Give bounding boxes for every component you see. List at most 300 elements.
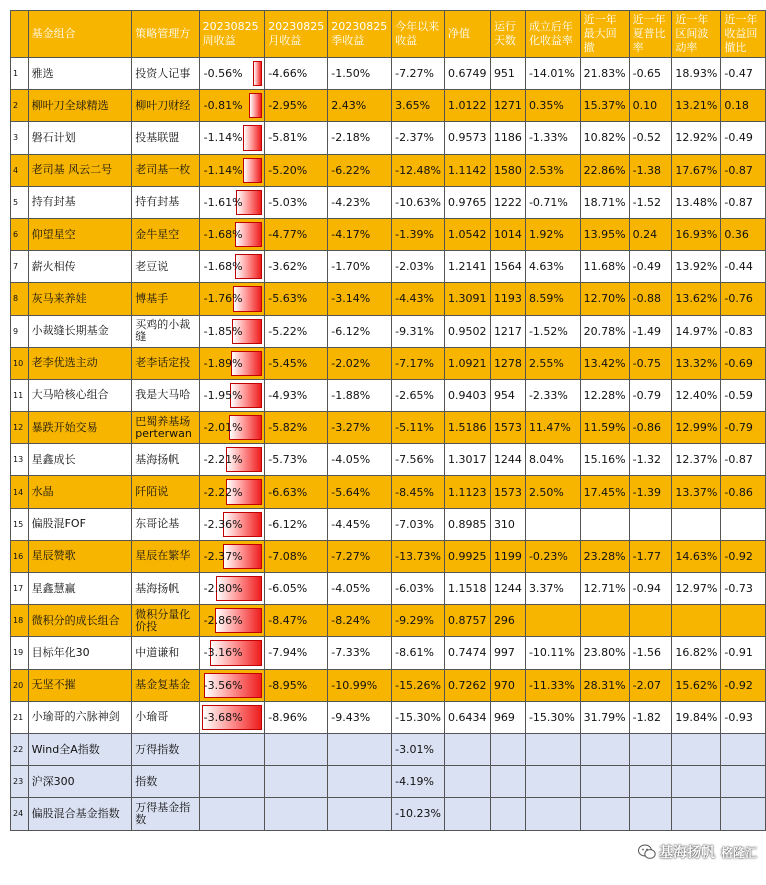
fund-name-cell: 灰马来养娃 (28, 283, 132, 315)
sharpe-ratio-cell: -1.56 (629, 637, 672, 669)
table-row (11, 701, 766, 733)
empty-cell (629, 766, 672, 798)
annualized-return-cell: -1.52% (525, 315, 580, 347)
wechat-icon (638, 843, 656, 861)
manager-cell: 投资人记事 (132, 58, 199, 90)
nav-cell: 1.3091 (445, 283, 491, 315)
quarter-return-cell: -4.05% (328, 444, 392, 476)
week-return-bar (243, 125, 262, 150)
table-row (11, 283, 766, 315)
fund-name-cell: 暴跌开始交易 (28, 412, 132, 444)
week-return-value: -3.68% (203, 710, 243, 724)
month-return-cell: -5.20% (265, 154, 328, 186)
week-return-cell (199, 122, 265, 154)
annualized-return-cell: 0.35% (525, 90, 580, 122)
index-provider-cell: 万得指数 (132, 733, 199, 765)
running-days-cell: 1199 (490, 540, 525, 572)
week-return-value: -2.37% (203, 549, 243, 563)
volatility-cell: 13.21% (672, 90, 721, 122)
table-row (11, 637, 766, 669)
return-drawdown-ratio-cell (721, 508, 766, 540)
running-days-cell: 954 (490, 379, 525, 411)
return-drawdown-ratio-cell: -0.93 (721, 701, 766, 733)
table-row (11, 605, 766, 637)
week-return-cell (199, 444, 265, 476)
nav-cell: 0.9573 (445, 122, 491, 154)
running-days-cell: 1244 (490, 573, 525, 605)
manager-cell: 星辰在繁华 (132, 540, 199, 572)
annualized-return-cell: -15.30% (525, 701, 580, 733)
index-provider-cell: 万得基金指数 (132, 798, 199, 830)
return-drawdown-ratio-cell: -0.92 (721, 540, 766, 572)
empty-cell (328, 798, 392, 830)
nav-cell: 1.1123 (445, 476, 491, 508)
return-drawdown-ratio-cell: -0.44 (721, 251, 766, 283)
rank-cell: 7 (11, 251, 29, 283)
annualized-return-cell: -11.33% (525, 669, 580, 701)
manager-cell: 老李话定投 (132, 347, 199, 379)
quarter-return-cell: -4.45% (328, 508, 392, 540)
sharpe-ratio-cell: -0.94 (629, 573, 672, 605)
nav-cell: 0.9403 (445, 379, 491, 411)
return-drawdown-ratio-cell: -0.91 (721, 637, 766, 669)
rank-cell: 6 (11, 218, 29, 250)
fund-ranking-table (10, 10, 766, 831)
rank-cell: 23 (11, 766, 29, 798)
rank-cell: 16 (11, 540, 29, 572)
header-strategy-manager: 策略管理方 (132, 11, 199, 58)
return-drawdown-ratio-cell: -0.76 (721, 283, 766, 315)
week-return-value: -1.85% (203, 324, 243, 338)
annualized-return-cell: -0.71% (525, 186, 580, 218)
table-row (11, 251, 766, 283)
month-return-cell: -8.96% (265, 701, 328, 733)
index-name-cell: 偏股混合基金指数 (28, 798, 132, 830)
annualized-return-cell (525, 605, 580, 637)
table-row (11, 186, 766, 218)
week-return-cell (199, 186, 265, 218)
header-sharpe-ratio: 近一年夏普比率 (629, 11, 672, 58)
week-return-cell (199, 379, 265, 411)
rank-cell: 12 (11, 412, 29, 444)
nav-cell: 1.0542 (445, 218, 491, 250)
rank-cell: 11 (11, 379, 29, 411)
running-days-cell: 969 (490, 701, 525, 733)
week-return-cell (199, 251, 265, 283)
fund-name-cell: 偏股混FOF (28, 508, 132, 540)
sharpe-ratio-cell: -2.07 (629, 669, 672, 701)
table-row (11, 58, 766, 90)
running-days-cell: 1186 (490, 122, 525, 154)
volatility-cell: 12.97% (672, 573, 721, 605)
fund-name-cell: 星鑫慧赢 (28, 573, 132, 605)
index-row (11, 798, 766, 830)
manager-cell: 柳叶刀财经 (132, 90, 199, 122)
volatility-cell: 13.48% (672, 186, 721, 218)
quarter-return-cell: -1.88% (328, 379, 392, 411)
header-return-drawdown-ratio: 近一年收益回撤比 (721, 11, 766, 58)
week-return-cell (199, 315, 265, 347)
month-return-cell: -8.47% (265, 605, 328, 637)
month-return-cell: -4.77% (265, 218, 328, 250)
max-drawdown-cell: 23.80% (580, 637, 629, 669)
manager-cell: 投基联盟 (132, 122, 199, 154)
empty-cell (199, 733, 265, 765)
running-days-cell: 951 (490, 58, 525, 90)
sharpe-ratio-cell: -1.38 (629, 154, 672, 186)
manager-cell: 基金复基金 (132, 669, 199, 701)
running-days-cell: 310 (490, 508, 525, 540)
manager-cell: 基海扬帆 (132, 573, 199, 605)
manager-cell: 老司基一枚 (132, 154, 199, 186)
ytd-return-cell: -4.43% (392, 283, 445, 315)
month-return-cell: -5.63% (265, 283, 328, 315)
table-row (11, 379, 766, 411)
rank-cell: 19 (11, 637, 29, 669)
month-return-cell: -5.73% (265, 444, 328, 476)
nav-cell: 0.6749 (445, 58, 491, 90)
nav-cell: 0.6434 (445, 701, 491, 733)
max-drawdown-cell: 17.45% (580, 476, 629, 508)
manager-cell: 金牛星空 (132, 218, 199, 250)
empty-cell (265, 798, 328, 830)
fund-name-cell: 薪火相传 (28, 251, 132, 283)
nav-cell: 0.7262 (445, 669, 491, 701)
return-drawdown-ratio-cell: -0.69 (721, 347, 766, 379)
annualized-return-cell: 2.55% (525, 347, 580, 379)
empty-cell (629, 733, 672, 765)
nav-cell: 0.7474 (445, 637, 491, 669)
max-drawdown-cell: 10.82% (580, 122, 629, 154)
return-drawdown-ratio-cell: 0.36 (721, 218, 766, 250)
ytd-return-cell: -7.17% (392, 347, 445, 379)
annualized-return-cell: -14.01% (525, 58, 580, 90)
empty-cell (445, 766, 491, 798)
week-return-value: -0.56% (203, 67, 243, 81)
max-drawdown-cell: 23.28% (580, 540, 629, 572)
index-row (11, 733, 766, 765)
ytd-return-cell: -8.45% (392, 476, 445, 508)
running-days-cell: 1222 (490, 186, 525, 218)
month-return-cell: -5.82% (265, 412, 328, 444)
header-row (11, 11, 766, 58)
rank-cell: 14 (11, 476, 29, 508)
annualized-return-cell: 3.37% (525, 573, 580, 605)
ytd-return-cell: -9.31% (392, 315, 445, 347)
max-drawdown-cell (580, 605, 629, 637)
index-name-cell: Wind全A指数 (28, 733, 132, 765)
rank-cell: 21 (11, 701, 29, 733)
quarter-return-cell: -6.12% (328, 315, 392, 347)
header-week-return: 20230825周收益 (199, 11, 265, 58)
rank-cell: 20 (11, 669, 29, 701)
week-return-cell (199, 283, 265, 315)
empty-cell (525, 733, 580, 765)
empty-cell (490, 733, 525, 765)
empty-cell (721, 766, 766, 798)
header-rank (11, 11, 29, 58)
nav-cell: 0.9925 (445, 540, 491, 572)
index-provider-cell: 指数 (132, 766, 199, 798)
fund-name-cell: 星辰赞歌 (28, 540, 132, 572)
annualized-return-cell: 2.53% (525, 154, 580, 186)
volatility-cell: 17.67% (672, 154, 721, 186)
quarter-return-cell: -4.17% (328, 218, 392, 250)
empty-cell (525, 798, 580, 830)
running-days-cell: 970 (490, 669, 525, 701)
ytd-return-cell: -3.01% (392, 733, 445, 765)
running-days-cell: 296 (490, 605, 525, 637)
running-days-cell: 1580 (490, 154, 525, 186)
nav-cell: 0.9765 (445, 186, 491, 218)
ytd-return-cell: -10.23% (392, 798, 445, 830)
quarter-return-cell: -6.22% (328, 154, 392, 186)
table-row (11, 444, 766, 476)
table-row (11, 412, 766, 444)
nav-cell: 0.8757 (445, 605, 491, 637)
quarter-return-cell: -3.27% (328, 412, 392, 444)
manager-cell: 东哥论基 (132, 508, 199, 540)
quarter-return-cell: -1.50% (328, 58, 392, 90)
empty-cell (328, 766, 392, 798)
watermark-main-text: 基海扬帆 (659, 845, 715, 861)
fund-name-cell: 星鑫成长 (28, 444, 132, 476)
month-return-cell: -7.08% (265, 540, 328, 572)
volatility-cell (672, 605, 721, 637)
week-return-cell (199, 347, 265, 379)
fund-name-cell: 大马哈核心组合 (28, 379, 132, 411)
week-return-cell (199, 669, 265, 701)
max-drawdown-cell: 13.42% (580, 347, 629, 379)
manager-cell: 买鸡的小裁缝 (132, 315, 199, 347)
fund-name-cell: 目标年化30 (28, 637, 132, 669)
sharpe-ratio-cell: 0.24 (629, 218, 672, 250)
rank-cell: 13 (11, 444, 29, 476)
month-return-cell: -6.12% (265, 508, 328, 540)
quarter-return-cell: -5.64% (328, 476, 392, 508)
rank-cell: 15 (11, 508, 29, 540)
volatility-cell: 14.97% (672, 315, 721, 347)
max-drawdown-cell: 31.79% (580, 701, 629, 733)
max-drawdown-cell: 12.71% (580, 573, 629, 605)
week-return-value: -1.14% (203, 131, 243, 145)
rank-cell: 24 (11, 798, 29, 830)
sharpe-ratio-cell: -0.79 (629, 379, 672, 411)
week-return-value: -3.16% (203, 646, 243, 660)
rank-cell: 9 (11, 315, 29, 347)
volatility-cell: 18.93% (672, 58, 721, 90)
week-return-cell (199, 605, 265, 637)
week-return-cell (199, 412, 265, 444)
fund-name-cell: 小裁缝长期基金 (28, 315, 132, 347)
sharpe-ratio-cell: -1.49 (629, 315, 672, 347)
sharpe-ratio-cell: -0.49 (629, 251, 672, 283)
week-return-cell (199, 90, 265, 122)
month-return-cell: -5.81% (265, 122, 328, 154)
month-return-cell: -6.05% (265, 573, 328, 605)
rank-cell: 1 (11, 58, 29, 90)
quarter-return-cell: -7.33% (328, 637, 392, 669)
return-drawdown-ratio-cell: -0.92 (721, 669, 766, 701)
running-days-cell: 1014 (490, 218, 525, 250)
return-drawdown-ratio-cell: -0.79 (721, 412, 766, 444)
sharpe-ratio-cell: -1.77 (629, 540, 672, 572)
nav-cell: 1.2141 (445, 251, 491, 283)
manager-cell: 微积分量化价投 (132, 605, 199, 637)
manager-cell: 博基手 (132, 283, 199, 315)
return-drawdown-ratio-cell: -0.73 (721, 573, 766, 605)
sharpe-ratio-cell: 0.10 (629, 90, 672, 122)
nav-cell: 0.9502 (445, 315, 491, 347)
header-quarter-return: 20230825季收益 (328, 11, 392, 58)
annualized-return-cell: 2.50% (525, 476, 580, 508)
running-days-cell: 1271 (490, 90, 525, 122)
fund-name-cell: 仰望星空 (28, 218, 132, 250)
ytd-return-cell: -9.29% (392, 605, 445, 637)
table-row (11, 508, 766, 540)
week-return-value: -2.86% (203, 614, 243, 628)
week-return-bar (243, 158, 262, 183)
max-drawdown-cell: 22.86% (580, 154, 629, 186)
table-row (11, 347, 766, 379)
manager-cell: 我是大马哈 (132, 379, 199, 411)
ytd-return-cell: -7.03% (392, 508, 445, 540)
running-days-cell: 1244 (490, 444, 525, 476)
annualized-return-cell: 1.92% (525, 218, 580, 250)
month-return-cell: -4.66% (265, 58, 328, 90)
manager-cell: 基海扬帆 (132, 444, 199, 476)
header-max-drawdown: 近一年最大回撤 (580, 11, 629, 58)
running-days-cell: 1564 (490, 251, 525, 283)
return-drawdown-ratio-cell: -0.47 (721, 58, 766, 90)
table-row (11, 540, 766, 572)
month-return-cell: -8.95% (265, 669, 328, 701)
quarter-return-cell: -10.99% (328, 669, 392, 701)
week-return-cell (199, 573, 265, 605)
quarter-return-cell: -4.23% (328, 186, 392, 218)
empty-cell (525, 766, 580, 798)
quarter-return-cell: 2.43% (328, 90, 392, 122)
week-return-cell (199, 154, 265, 186)
manager-cell: 巴蜀养基场perterwan (132, 412, 199, 444)
annualized-return-cell: -0.23% (525, 540, 580, 572)
volatility-cell: 12.99% (672, 412, 721, 444)
sharpe-ratio-cell: -1.52 (629, 186, 672, 218)
max-drawdown-cell (580, 508, 629, 540)
quarter-return-cell: -2.18% (328, 122, 392, 154)
rank-cell: 4 (11, 154, 29, 186)
volatility-cell: 12.37% (672, 444, 721, 476)
sharpe-ratio-cell: -0.86 (629, 412, 672, 444)
week-return-value: -1.89% (203, 356, 243, 370)
empty-cell (445, 733, 491, 765)
week-return-value: -2.21% (203, 453, 243, 467)
week-return-value: -2.22% (203, 485, 243, 499)
ytd-return-cell: -7.27% (392, 58, 445, 90)
table-row (11, 90, 766, 122)
volatility-cell: 13.62% (672, 283, 721, 315)
week-return-cell (199, 58, 265, 90)
month-return-cell: -6.63% (265, 476, 328, 508)
header-volatility: 近一年区间波动率 (672, 11, 721, 58)
running-days-cell: 997 (490, 637, 525, 669)
sharpe-ratio-cell: -1.32 (629, 444, 672, 476)
sharpe-ratio-cell (629, 508, 672, 540)
month-return-cell: -3.62% (265, 251, 328, 283)
week-return-value: -2.36% (203, 517, 243, 531)
ytd-return-cell: -15.26% (392, 669, 445, 701)
return-drawdown-ratio-cell: -0.87 (721, 444, 766, 476)
header-nav: 净值 (445, 11, 491, 58)
fund-name-cell: 磐石计划 (28, 122, 132, 154)
table-row (11, 669, 766, 701)
max-drawdown-cell: 20.78% (580, 315, 629, 347)
return-drawdown-ratio-cell: -0.87 (721, 154, 766, 186)
annualized-return-cell: -2.33% (525, 379, 580, 411)
running-days-cell: 1278 (490, 347, 525, 379)
ytd-return-cell: -4.19% (392, 766, 445, 798)
month-return-cell: -4.93% (265, 379, 328, 411)
quarter-return-cell: -7.27% (328, 540, 392, 572)
ytd-return-cell: -13.73% (392, 540, 445, 572)
rank-cell: 2 (11, 90, 29, 122)
table-body (11, 58, 766, 831)
week-return-value: -1.95% (203, 388, 243, 402)
header-annualized-return: 成立后年化收益率 (525, 11, 580, 58)
running-days-cell: 1193 (490, 283, 525, 315)
index-name-cell: 沪深300 (28, 766, 132, 798)
max-drawdown-cell: 12.70% (580, 283, 629, 315)
week-return-cell (199, 637, 265, 669)
table-row (11, 122, 766, 154)
empty-cell (672, 733, 721, 765)
month-return-cell: -2.95% (265, 90, 328, 122)
week-return-cell (199, 701, 265, 733)
week-return-value: -3.56% (203, 678, 243, 692)
annualized-return-cell: -10.11% (525, 637, 580, 669)
empty-cell (199, 798, 265, 830)
sharpe-ratio-cell: -0.52 (629, 122, 672, 154)
header-month-return: 20230825月收益 (265, 11, 328, 58)
table-row (11, 315, 766, 347)
sharpe-ratio-cell: -1.39 (629, 476, 672, 508)
manager-cell: 持有封基 (132, 186, 199, 218)
nav-cell: 1.1142 (445, 154, 491, 186)
fund-name-cell: 老司基 风云二号 (28, 154, 132, 186)
week-return-cell (199, 540, 265, 572)
volatility-cell: 13.92% (672, 251, 721, 283)
nav-cell: 1.1518 (445, 573, 491, 605)
week-return-value: -1.68% (203, 228, 243, 242)
quarter-return-cell: -9.43% (328, 701, 392, 733)
volatility-cell: 15.62% (672, 669, 721, 701)
fund-name-cell: 水晶 (28, 476, 132, 508)
sharpe-ratio-cell: -0.88 (629, 283, 672, 315)
max-drawdown-cell: 12.28% (580, 379, 629, 411)
table-row (11, 573, 766, 605)
fund-name-cell: 微积分的成长组合 (28, 605, 132, 637)
week-return-bar (253, 61, 262, 86)
max-drawdown-cell: 18.71% (580, 186, 629, 218)
return-drawdown-ratio-cell: -0.87 (721, 186, 766, 218)
nav-cell: 0.8985 (445, 508, 491, 540)
sharpe-ratio-cell: -1.82 (629, 701, 672, 733)
table-row (11, 476, 766, 508)
volatility-cell: 12.40% (672, 379, 721, 411)
volatility-cell: 13.32% (672, 347, 721, 379)
rank-cell: 5 (11, 186, 29, 218)
running-days-cell: 1573 (490, 476, 525, 508)
